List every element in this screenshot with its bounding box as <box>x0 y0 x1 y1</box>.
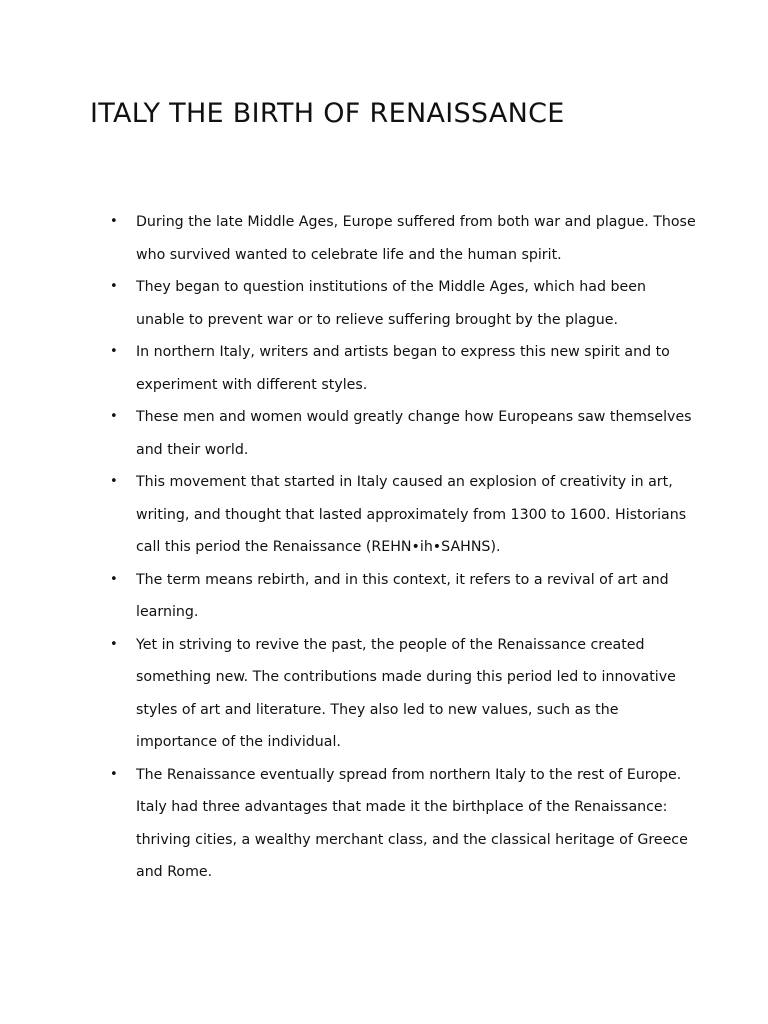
list-item-text: They began to question institutions of the Middle Ages, which had been unable to prevent war or to relieve suffering brought by the plague. <box>136 279 646 328</box>
bullet-icon: • <box>110 344 118 359</box>
list-item-text: The Renaissance eventually spread from northern Italy to the rest of Europe. Italy had three advantages that made it the birthplace of the Renaissance: thriving cities, a wealthy merchant class, and the classical heritage of Greece and Rome. <box>136 766 688 880</box>
bullet-icon: • <box>110 409 118 424</box>
list-item-text: During the late Middle Ages, Europe suffered from both war and plague. Those who survived wanted to celebrate life and the human spirit. <box>136 214 696 263</box>
list-item <box>110 336 696 401</box>
list-item-text: This movement that started in Italy caused an explosion of creativity in art, writing, and thought that lasted approximately from 1300 to 1600. Historians call this period the Renaissance (REHN•ih•SAHNS). <box>136 474 687 555</box>
list-item <box>110 564 696 629</box>
list-item-text: These men and women would greatly change how Europeans saw themselves and their world. <box>136 409 692 458</box>
bullet-list <box>110 206 696 889</box>
list-item <box>110 466 696 564</box>
bullet-icon: • <box>110 214 118 229</box>
list-item-text: Yet in striving to revive the past, the people of the Renaissance created something new. The contributions made during this period led to innovative styles of art and literature. They also led to new values, such as the importance of the individual. <box>136 636 676 750</box>
list-item <box>110 271 696 336</box>
page-title: ITALY THE BIRTH OF RENAISSANCE <box>90 98 565 129</box>
bullet-icon: • <box>110 571 118 587</box>
list-item <box>110 401 696 466</box>
bullet-icon: • <box>110 474 118 489</box>
bullet-icon: • <box>110 636 118 652</box>
list-item-text: The term means rebirth, and in this context, it refers to a revival of art and learning. <box>136 571 669 620</box>
list-item-text: In northern Italy, writers and artists began to express this new spirit and to experiment with different styles. <box>136 344 670 393</box>
list-item <box>110 629 696 759</box>
list-item <box>110 206 696 271</box>
list-item <box>110 759 696 889</box>
bullet-icon: • <box>110 766 118 782</box>
bullet-icon: • <box>110 279 118 294</box>
